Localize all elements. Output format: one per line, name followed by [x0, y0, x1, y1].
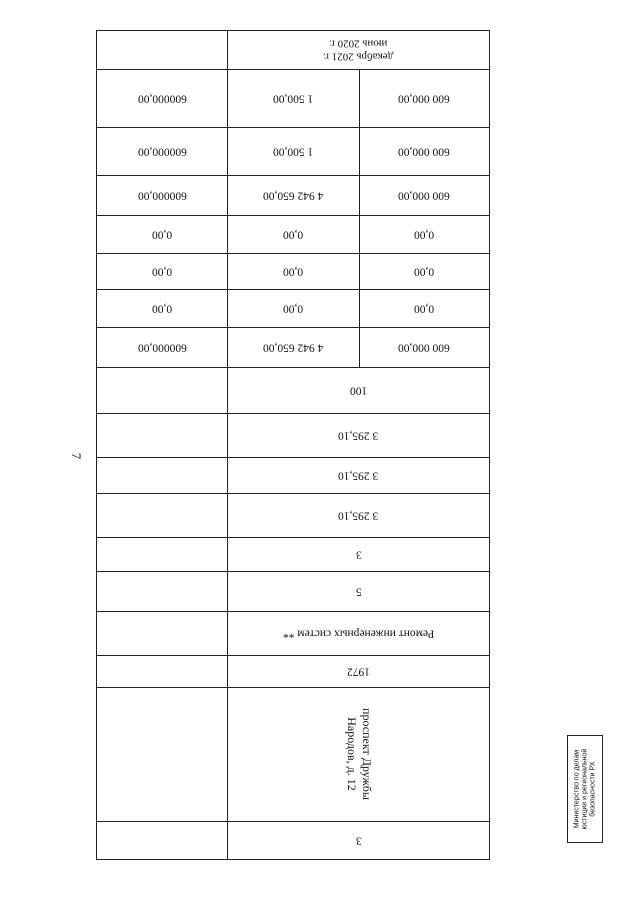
address-line-1: проспект Дружбы [359, 708, 374, 800]
ministry-stamp [567, 735, 603, 843]
year-cell: 1972 [347, 665, 370, 678]
table-cell: 0,00 [282, 228, 304, 241]
entrances-cell: 5 [355, 585, 362, 598]
stamp-line-3: безопасности РХ [589, 761, 597, 817]
area-cell-3: 3 295,10 [338, 509, 379, 522]
table-cell: 0,00 [282, 302, 304, 315]
period-line-1: июнь 2020 г. [329, 38, 388, 50]
stamp-line-1: Министерство по делам [572, 749, 580, 829]
stamp-line-2: юстиции и региональной [580, 748, 588, 830]
table-cell: 0,00 [282, 265, 304, 278]
address-line-2: Народов, д. 12 [344, 717, 359, 791]
table-cell: 0,00 [413, 302, 435, 315]
address-cell [228, 687, 489, 821]
data-table [96, 30, 490, 860]
table-cell: 600 000,00 [398, 341, 450, 354]
table-cell: 600 000,00 [398, 145, 450, 158]
table-cell: 0,00 [151, 265, 173, 278]
share-cell: 100 [349, 384, 368, 397]
table-cell: 0,00 [413, 228, 435, 241]
page-number: 7 [69, 452, 84, 460]
area-cell-2: 3 295,10 [338, 469, 379, 482]
table-cell: 600000,00 [137, 341, 187, 354]
table-cell: 0,00 [151, 228, 173, 241]
table-cell: 600000,00 [137, 145, 187, 158]
table-cell: 600 000,00 [398, 189, 450, 202]
work-type-cell: Ремонт инженерных систем ** [282, 627, 435, 640]
row-number-cell: 3 [355, 834, 362, 847]
period-line-2: декабрь 2021 г. [323, 50, 394, 63]
table-cell: 0,00 [413, 265, 435, 278]
table-cell: 4 942 650,00 [262, 189, 324, 202]
table-cell: 600000,00 [137, 189, 187, 202]
table-cell: 1 500,00 [272, 92, 314, 105]
table-cell: 0,00 [151, 302, 173, 315]
period-cell [228, 31, 489, 69]
table-cell: 600000,00 [137, 92, 187, 105]
table-cell: 4 942 650,00 [262, 341, 324, 354]
table-cell: 600 000,00 [398, 92, 450, 105]
area-cell-1: 3 295,10 [338, 429, 379, 442]
floors-cell: 3 [355, 548, 362, 561]
table-cell: 1 500,00 [272, 145, 314, 158]
